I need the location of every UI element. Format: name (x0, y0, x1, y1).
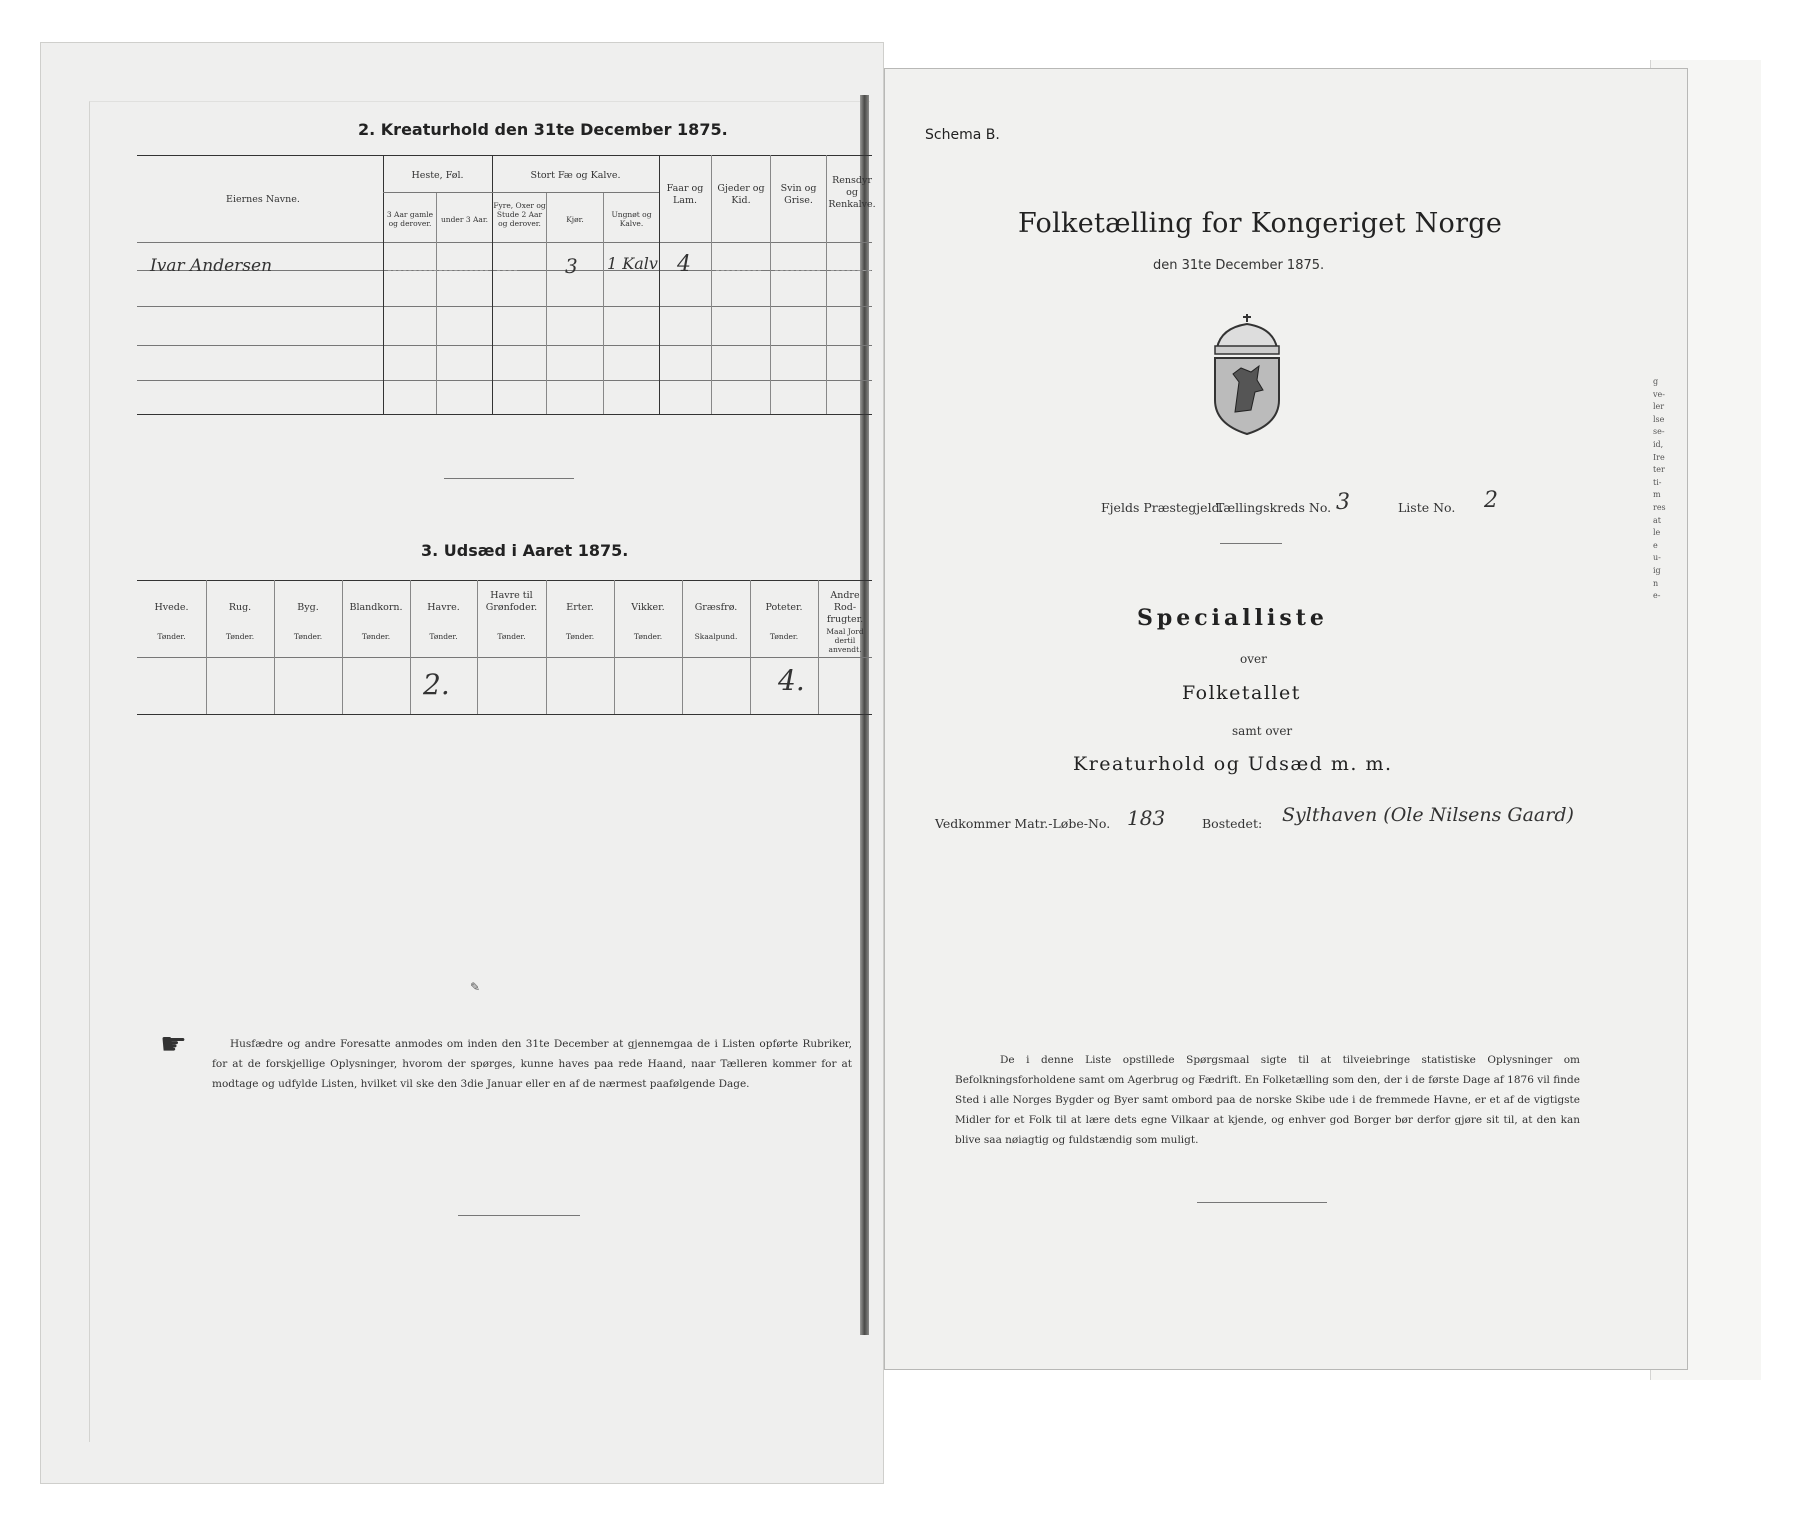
column-rule (659, 155, 660, 414)
book-spine (860, 95, 869, 1335)
crop-unit: Maal Jord dertil anvendt. (826, 627, 864, 654)
column-rule (682, 580, 683, 714)
rule (137, 657, 872, 658)
column-rule (546, 192, 547, 414)
separator-line (444, 478, 574, 479)
rule (137, 714, 872, 715)
header-horses-young: under 3 Aar. (440, 215, 489, 224)
header-sheep: Faar og Lam. (666, 183, 704, 206)
header-cattle-cows: Kjør. (566, 215, 584, 224)
edge-glyph: ve- (1653, 389, 1665, 399)
havre-value: 2. (423, 668, 450, 701)
column-rule (546, 580, 547, 714)
header-cattle-young: Ungnøt og Kalve. (611, 210, 652, 228)
rule (137, 306, 872, 307)
blank-dash (831, 270, 871, 271)
matr-label: Vedkommer Matr.-Løbe-No. (935, 816, 1111, 831)
poteter-value: 4. (778, 664, 805, 697)
crop-header: Rug. (228, 602, 252, 613)
coat-of-arms-icon (1205, 312, 1289, 437)
kreaturhold-heading: Kreaturhold og Udsæd m. m. (1073, 753, 1393, 775)
edge-glyph: le (1653, 528, 1661, 538)
crop-unit: Tønder. (157, 632, 186, 641)
section3-title: 3. Udsæd i Aaret 1875. (421, 541, 629, 560)
crop-unit: Skaalpund. (694, 632, 738, 641)
header-goats: Gjeder og Kid. (717, 183, 765, 206)
left-page-margin (89, 101, 870, 1442)
adjacent-page-edge-text (1653, 376, 1667, 603)
edge-glyph: at (1653, 515, 1661, 525)
folketallet-heading: Folketallet (1182, 682, 1301, 704)
column-rule (383, 155, 384, 414)
edge-glyph: Ire (1653, 452, 1665, 462)
edge-glyph: m (1653, 490, 1661, 500)
column-rule (492, 155, 493, 414)
crop-header: Andre Rod-frugter. (826, 590, 864, 625)
edge-glyph: e (1653, 540, 1658, 550)
blank-dash (775, 270, 820, 271)
section2-title: 2. Kreaturhold den 31te December 1875. (358, 120, 728, 139)
specialliste-heading: Specialliste (1137, 605, 1328, 631)
header-cattle: Stort Fæ og Kalve. (530, 170, 621, 181)
column-rule (206, 580, 207, 714)
edge-glyph: ti- (1653, 477, 1662, 487)
edge-glyph: u- (1653, 553, 1661, 563)
crop-unit: Tønder. (633, 632, 663, 641)
column-rule (614, 580, 615, 714)
pointing-hand-icon: ☛ (160, 1027, 187, 1062)
crop-header: Vikker. (631, 602, 665, 613)
district-label: Tællingskreds No. (1216, 500, 1332, 515)
matr-value: 183 (1127, 806, 1166, 830)
header-owner: Eiernes Navne. (226, 194, 300, 205)
column-rule (750, 580, 751, 714)
crop-header: Erter. (566, 602, 594, 613)
edge-glyph: ter (1653, 465, 1665, 475)
edge-glyph: e- (1653, 591, 1661, 601)
crop-unit: Tønder. (293, 632, 323, 641)
crop-header: Græsfrø. (694, 602, 738, 613)
header-reindeer: Rensdyr og Renkalve. (828, 175, 876, 210)
crop-unit: Tønder. (565, 632, 595, 641)
cows-value: 3 (565, 254, 578, 278)
blank-dash (388, 270, 488, 271)
district-value: 3 (1336, 490, 1350, 515)
list-value: 2 (1484, 488, 1498, 513)
census-date: den 31te December 1875. (1153, 258, 1325, 273)
crop-header: Poteter. (765, 602, 803, 613)
edge-glyph: ig (1653, 565, 1661, 575)
blank-dash (716, 270, 761, 271)
list-label: Liste No. (1398, 500, 1456, 515)
instruction-note: Husfædre og andre Foresatte anmodes om inden den 31te December at gjennemgaa de i Listen opførte Rubriker, for at de forskjellige Oplysninger, hvorom der spørges, kunne haves paa rede Haand, naar Tælleren kommer for at modtage og udfylde Listen, hvilket vil ske den 3die Januar eller en af de nærmest paafølgende Dage. (212, 1038, 852, 1090)
crop-header: Havre til Grønfoder. (485, 590, 538, 613)
header-pigs: Svin og Grise. (780, 183, 817, 206)
edge-glyph: ler (1653, 402, 1665, 412)
crop-unit: Tønder. (497, 632, 526, 641)
edge-glyph: id, (1653, 439, 1664, 449)
edge-glyph: g (1653, 377, 1659, 386)
rule (137, 580, 872, 581)
header-horses-old: 3 Aar gamle og derover. (386, 210, 434, 228)
edge-glyph: n (1653, 578, 1659, 588)
crop-unit: Tønder. (225, 632, 255, 641)
rule (137, 242, 872, 243)
crop-unit: Tønder. (429, 632, 458, 641)
crop-header: Blandkorn. (349, 602, 403, 613)
column-rule (410, 580, 411, 714)
edge-glyph: se- (1653, 427, 1665, 437)
crop-header: Hvede. (154, 602, 189, 613)
column-rule (274, 580, 275, 714)
header-cattle-oxen: Fyre, Oxer og Stude 2 Aar og derover. (493, 201, 546, 228)
schema-label: Schema B. (925, 127, 1000, 143)
column-rule (342, 580, 343, 714)
edge-glyph: res (1653, 502, 1666, 512)
separator-line (458, 1215, 580, 1216)
crop-header: Havre. (427, 602, 460, 613)
edge-glyph: lse (1653, 414, 1665, 424)
column-rule (436, 192, 437, 414)
bosted-label: Bostedet: (1202, 816, 1263, 831)
samt-over-label: samt over (1232, 724, 1293, 738)
rule (137, 380, 872, 381)
sheep-value: 4 (677, 252, 691, 277)
crop-unit: Tønder. (769, 632, 799, 641)
crop-header: Byg. (297, 602, 319, 613)
separator-line (1220, 543, 1282, 544)
census-title: Folketælling for Kongeriget Norge (1018, 208, 1503, 239)
bosted-value: Sylthaven (Ole Nilsens Gaard) (1282, 804, 1574, 826)
intro-paragraph: De i denne Liste opstillede Spørgsmaal sigte til at tilveiebringe statistiske Oplysninger om Befolkningsforholdene samt om Agerbrug og Fædrift. En Folketælling som den, der i de første Dage af 1876 vil finde Sted i alle Norges Bygder og Byer samt ombord paa de norske Skibe ude i de fremmede Havne, er et af de vigtigste Midler for et Folk til at lære dets egne Vilkaar at kjende, og enhver god Borger bør derfor gjøre sit til, at den kan blive saa nøiagtig og fuldstændig som muligt. (955, 1054, 1580, 1146)
over-label: over (1240, 652, 1267, 666)
stray-mark: ✎ (470, 980, 481, 994)
parish-label: Fjelds Præstegjeld. (1101, 500, 1224, 515)
rule (137, 155, 872, 156)
owner-name-handwritten: Ivar Andersen (150, 256, 273, 276)
blank-dash (497, 270, 517, 271)
rule (137, 414, 872, 415)
calves-value: 1 Kalv (607, 254, 658, 273)
separator-line (1197, 1202, 1327, 1203)
rule (137, 345, 872, 346)
header-horses: Heste, Føl. (411, 170, 464, 181)
subheader-rule (383, 192, 659, 193)
crop-unit: Tønder. (361, 632, 391, 641)
